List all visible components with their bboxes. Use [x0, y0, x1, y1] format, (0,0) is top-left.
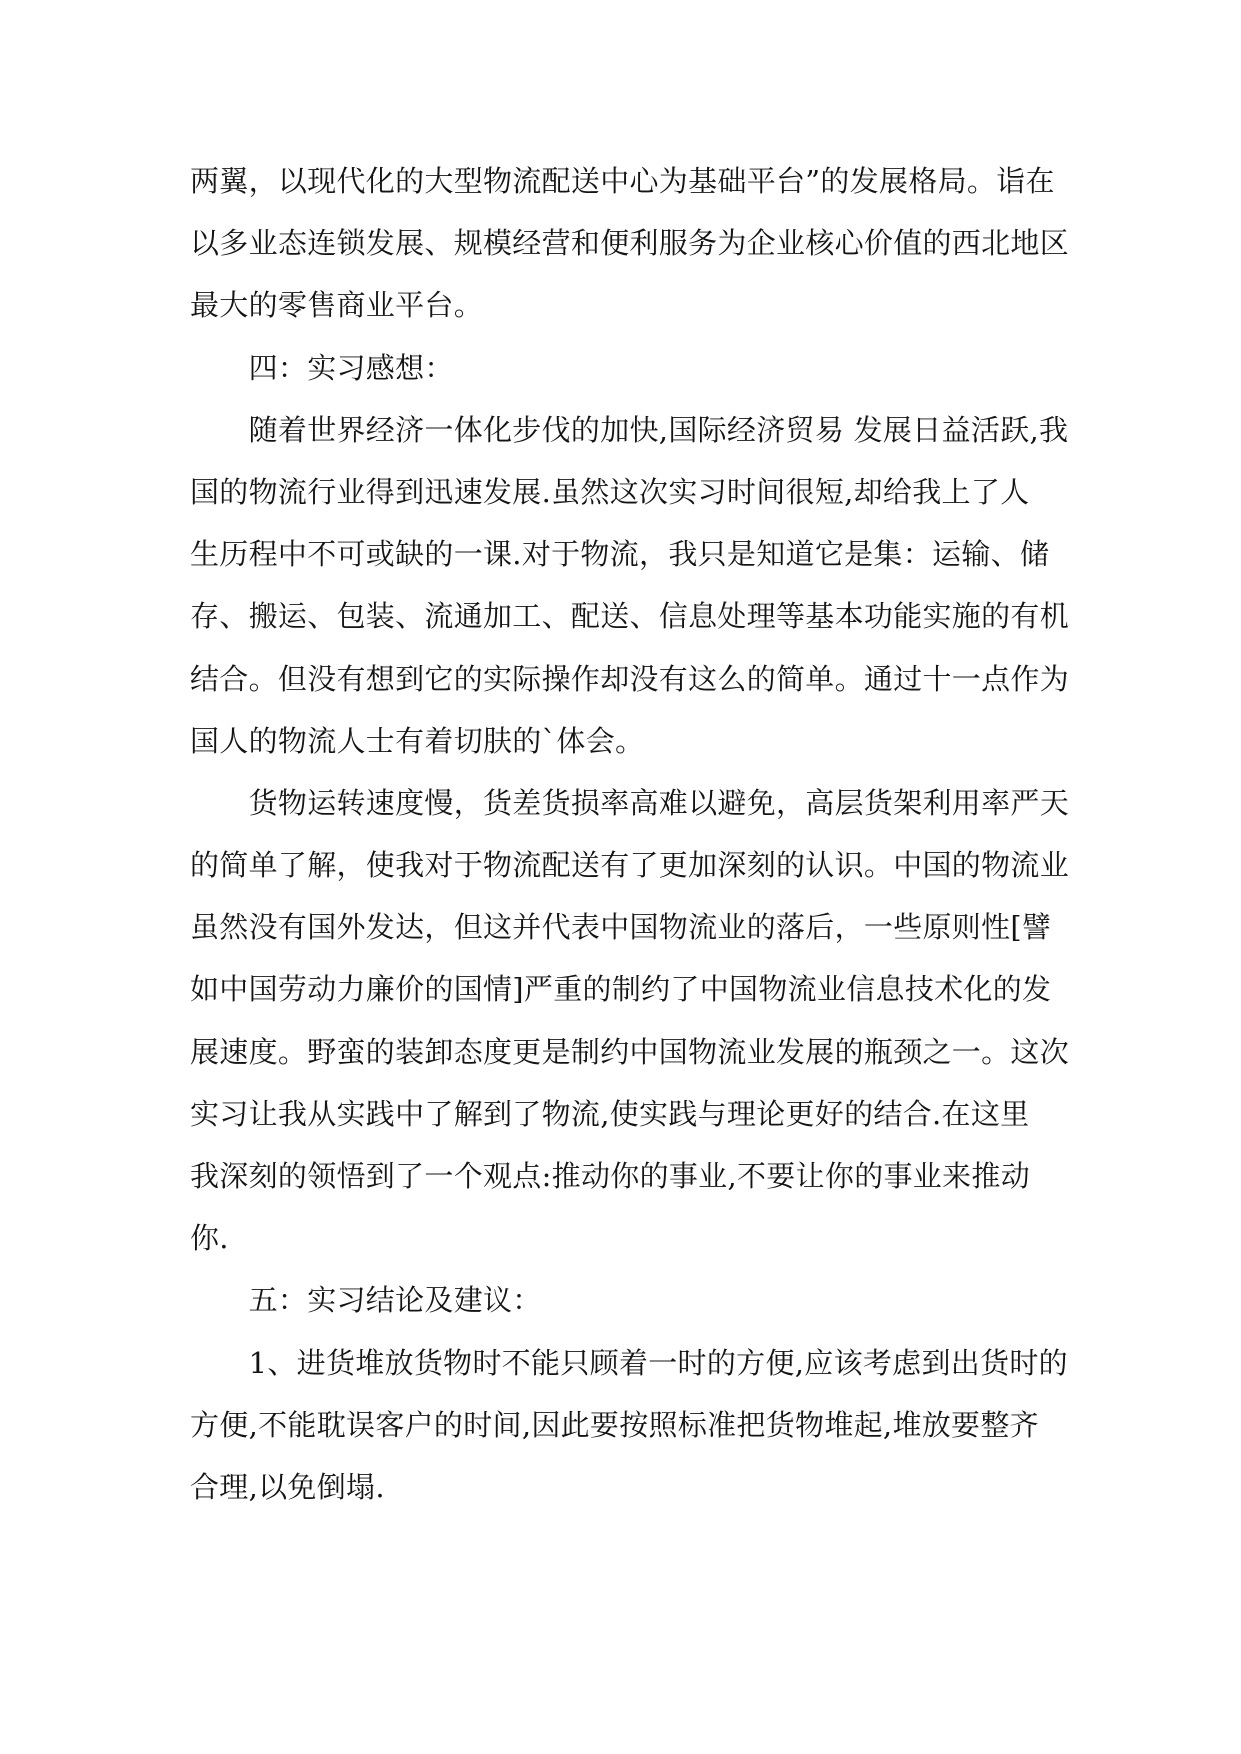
- text-line: 最大的零售商业平台。: [190, 288, 484, 323]
- text-line: 结合。但没有想到它的实际操作却没有这么的简单。通过十一点作为: [190, 661, 1070, 696]
- text-line: 国的物流行业得到迅速发展.虽然这次实习时间很短,却给我上了人: [190, 474, 1030, 509]
- text-line: 国人的物流人士有着切肤的`体会。: [190, 723, 645, 758]
- text-line: 实习让我从实践中了解到了物流,使实践与理论更好的结合.在这里: [190, 1096, 1030, 1131]
- text-line: 随着世界经济一体化步伐的加快,国际经济贸易 发展日益活跃,我: [190, 412, 1069, 447]
- text-line: 我深刻的领悟到了一个观点:推动你的事业,不要让你的事业来推动: [190, 1159, 1030, 1193]
- section-heading: 四：实习感想：: [190, 350, 454, 385]
- text-line: 方便,不能耽误客户的时间,因此要按照标准把货物堆起,堆放要整齐: [190, 1407, 1039, 1442]
- text-line: 合理,以免倒塌.: [190, 1469, 385, 1504]
- text-line: 1、进货堆放货物时不能只顾着一时的方便,应该考虑到出货时的: [190, 1345, 1068, 1380]
- section-heading: 五：实习结论及建议：: [190, 1283, 542, 1318]
- text-line: 你.: [190, 1221, 229, 1256]
- text-line: 货物运转速度慢，货差货损率高难以避免，高层货架利用率严天: [190, 785, 1070, 820]
- text-line: 两翼，以现代化的大型物流配送中心为基础平台”的发展格局。诣在: [190, 164, 1055, 198]
- text-line: 生历程中不可或缺的一课.对于物流，我只是知道它是集：运输、储: [190, 537, 1050, 572]
- text-line: 存、搬运、包装、流通加工、配送、信息处理等基本功能实施的有机: [190, 599, 1070, 634]
- document-body: [190, 150, 1070, 1518]
- text-line: 虽然没有国外发达，但这并代表中国物流业的落后，一些原则性[譬: [190, 910, 1052, 945]
- text-line: 的简单了解，使我对于物流配送有了更加深刻的认识。中国的物流业: [190, 848, 1070, 883]
- text-line: 展速度。野蛮的装卸态度更是制约中国物流业发展的瓶颈之一。这次: [190, 1034, 1070, 1069]
- text-line: 以多业态连锁发展、规模经营和便利服务为企业核心价值的西北地区: [190, 226, 1070, 261]
- text-line: 如中国劳动力廉价的国情]严重的制约了中国物流业信息技术化的发: [190, 972, 1052, 1007]
